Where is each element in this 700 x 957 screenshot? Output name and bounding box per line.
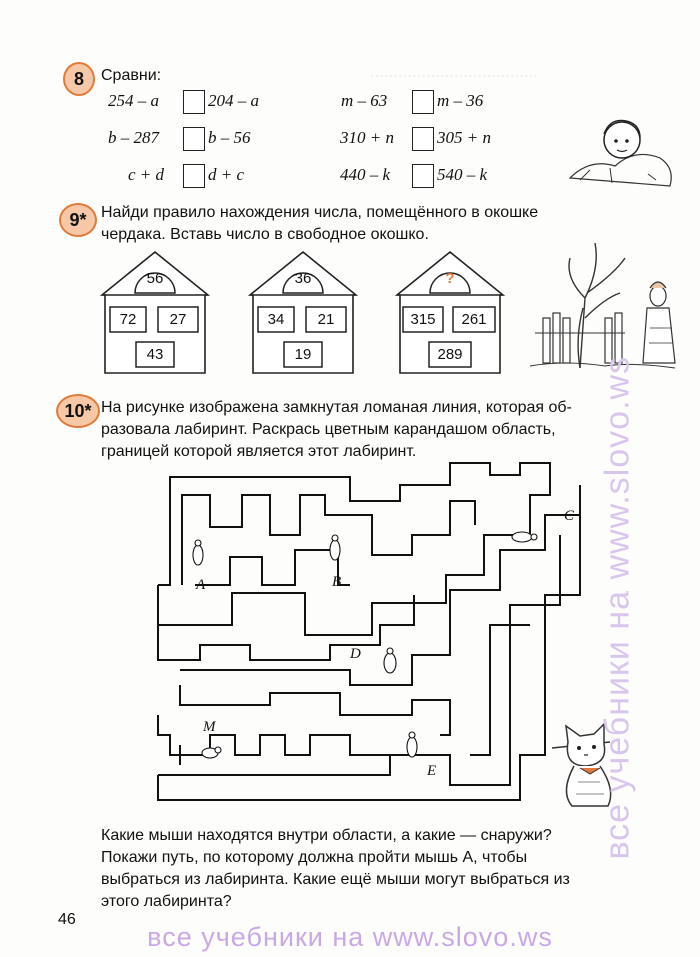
task-9-text-line2: чердака. Вставь число в свободное окошко.: [101, 226, 429, 243]
task-9-badge: 9*: [59, 203, 97, 237]
maze-label-e: E: [427, 763, 437, 779]
expr-r2-l1: b – 287: [108, 128, 159, 147]
compare-box-r1-1[interactable]: [183, 90, 205, 114]
compare-box-r1-2[interactable]: [412, 90, 434, 114]
house-3-left-number: 315: [410, 311, 436, 328]
compare-box-r2-1[interactable]: [183, 127, 205, 151]
house-1-bottom-number: 43: [146, 346, 164, 363]
maze-label-m: M: [203, 719, 216, 735]
house-2-right-number: 21: [317, 311, 335, 328]
expr-r3-r1: d + c: [208, 165, 245, 184]
expr-r3-l1: c + d: [128, 165, 165, 184]
expr-r3-l2: 440 – k: [340, 165, 391, 184]
expr-r1-r1: 204 – a: [208, 91, 259, 110]
task-8-badge: 8: [63, 62, 95, 96]
maze-label-d: D: [350, 646, 361, 662]
house-2-attic-number: 36: [294, 270, 312, 287]
expr-r1-l2: m – 63: [341, 91, 388, 110]
house-3-bottom-number: 289: [437, 346, 463, 363]
task-9-text-line1: Найди правило нахождения числа, помещённого в окошке: [101, 204, 539, 221]
task-10-question-line1: Какие мыши находятся внутри области, а какие — снаружи?: [101, 827, 552, 844]
expr-r2-r2: 305 + n: [437, 128, 491, 147]
task-8-title: Сравни:: [101, 67, 162, 84]
page-number: 46: [58, 911, 76, 928]
maze-label-c: C: [564, 508, 575, 524]
house-2-left-number: 34: [267, 311, 285, 328]
house-1-right-number: 27: [169, 311, 187, 328]
task-10-badge: 10*: [56, 394, 100, 428]
house-3-attic-unknown[interactable]: ?: [445, 270, 455, 287]
compare-box-r2-2[interactable]: [412, 127, 434, 151]
house-1-left-number: 72: [119, 311, 137, 328]
bleed-through-text: ………………………………: [370, 66, 538, 81]
task-10-text-line3: границей которой является этот лабиринт.: [101, 443, 417, 460]
compare-box-r3-2[interactable]: [412, 164, 434, 188]
task-10-text-line2: разовала лабиринт. Раскрась цветным карандашом область,: [101, 421, 556, 438]
task-10-question-line2: Покажи путь, по которому должна пройти мышь A, чтобы: [101, 849, 528, 866]
maze-label-a: A: [196, 577, 206, 593]
house-3-right-number: 261: [461, 311, 487, 328]
expr-r3-r2: 540 – k: [437, 165, 488, 184]
boy-illustration: [560, 108, 680, 193]
maze-label-b: B: [332, 574, 342, 590]
task-10-question-line4: этого лабиринта?: [101, 893, 232, 910]
expr-r2-l2: 310 + n: [340, 128, 394, 147]
task-10-question-line3: выбраться из лабиринта. Какие ещё мыши могут выбраться из: [101, 871, 570, 888]
task-10-text-line1: На рисунке изображена замкнутая ломаная линия, которая об-: [101, 399, 572, 416]
house-1-attic-number: 56: [146, 270, 164, 287]
watermark-bottom: все учебники на www.slovo.ws: [147, 922, 553, 952]
watermark-vertical: все учебники на www.slovo.ws: [598, 355, 637, 860]
house-2-bottom-number: 19: [294, 346, 312, 363]
compare-box-r3-1[interactable]: [183, 164, 205, 188]
expr-r2-r1: b – 56: [208, 128, 251, 147]
expr-r1-l1: 254 – a: [108, 91, 159, 110]
expr-r1-r2: m – 36: [437, 91, 484, 110]
maze: [150, 455, 590, 810]
